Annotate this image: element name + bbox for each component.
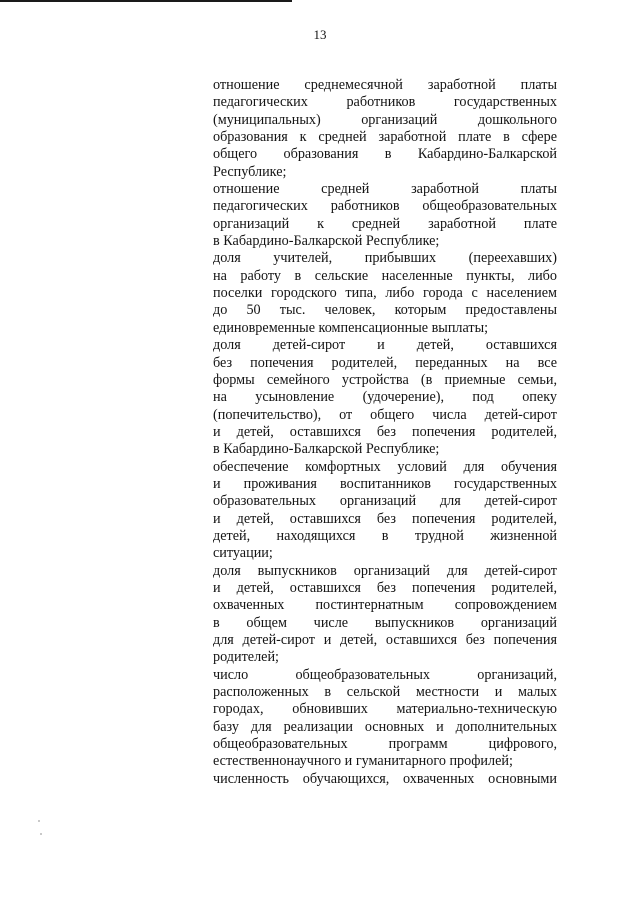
text-line: организаций к средней заработной плате: [213, 215, 557, 232]
text-line: и детей, оставшихся без попечения родителей,: [213, 579, 557, 596]
text-line: родителей;: [213, 649, 279, 666]
text-line: поселки городского типа, либо города с населением: [213, 285, 557, 302]
paragraph: [213, 250, 557, 337]
text-line: формы семейного устройства (в приемные семьи,: [213, 371, 557, 388]
text-line: (муниципальных) организаций дошкольного: [213, 111, 557, 128]
text-line: для детей-сирот и детей, оставшихся без попечения: [213, 632, 557, 648]
text-line: общеобразовательных программ цифрового,: [213, 736, 557, 753]
paragraph: [213, 771, 557, 788]
text-line: базу для реализации основных и дополнительных: [213, 718, 557, 735]
text-line: общего образования в Кабардино-Балкарской: [213, 146, 557, 163]
paragraph: [213, 337, 557, 458]
text-line: на усыновление (удочерение), под опеку: [213, 389, 557, 406]
paragraph: [213, 77, 557, 181]
text-line: детей, находящихся в трудной жизненной: [213, 527, 557, 544]
text-line: доля учителей, прибывших (переехавших): [213, 250, 557, 267]
document-body: [213, 77, 557, 788]
text-line: на работу в сельские населенные пункты, либо: [213, 267, 557, 284]
text-line: отношение среднемесячной заработной платы: [213, 77, 557, 93]
text-line: доля выпускников организаций для детей-сирот: [213, 562, 557, 579]
text-line: и проживания воспитанников государственных: [213, 475, 557, 492]
top-border-line: [0, 0, 292, 2]
paragraph: [213, 563, 557, 667]
page-number: 13: [313, 27, 327, 42]
text-line: естественнонаучного и гуманитарного профилей;: [213, 753, 513, 770]
text-line: образования к средней заработной плате в сфере: [213, 129, 557, 146]
text-line: (попечительство), от общего числа детей-сирот: [213, 406, 557, 423]
text-line: педагогических работников общеобразовательных: [213, 198, 557, 215]
text-line: охваченных постинтернатным сопровождением: [213, 597, 557, 614]
text-line: число общеобразовательных организаций,: [213, 666, 557, 683]
text-line: городах, обновивших материально-техническую: [213, 701, 557, 718]
text-line: и детей, оставшихся без попечения родителей,: [213, 510, 557, 527]
paragraph: [213, 181, 557, 250]
scan-speck: [38, 820, 40, 822]
text-line: ситуации;: [213, 545, 273, 562]
text-line: расположенных в сельской местности и малых: [213, 684, 557, 701]
text-line: образовательных организаций для детей-сирот: [213, 493, 557, 510]
text-line: в Кабардино-Балкарской Республике;: [213, 441, 440, 458]
text-line: до 50 тыс. человек, которым предоставлены: [213, 302, 557, 319]
scan-speck: [40, 833, 42, 835]
text-line: без попечения родителей, переданных на все: [213, 354, 557, 371]
text-line: обеспечение комфортных условий для обучения: [213, 458, 557, 475]
paragraph: [213, 667, 557, 771]
text-line: доля детей-сирот и детей, оставшихся: [213, 337, 557, 354]
text-line: педагогических работников государственных: [213, 94, 557, 111]
text-line: Республике;: [213, 163, 287, 180]
paragraph: [213, 459, 557, 563]
text-line: в общем числе выпускников организаций: [213, 614, 557, 631]
text-line: и детей, оставшихся без попечения родителей,: [213, 423, 557, 440]
text-line: численность обучающихся, охваченных основными: [213, 770, 557, 787]
text-line: в Кабардино-Балкарской Республике;: [213, 233, 440, 250]
text-line: отношение средней заработной платы: [213, 181, 557, 198]
text-line: единовременные компенсационные выплаты;: [213, 319, 489, 336]
